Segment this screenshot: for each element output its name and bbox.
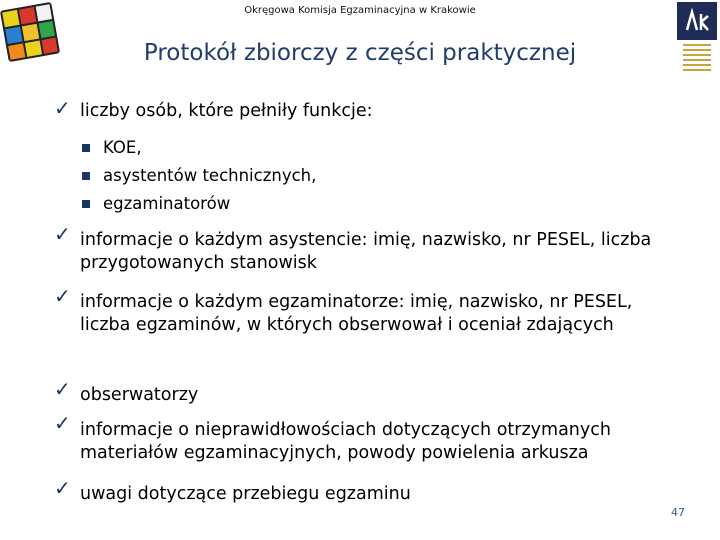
square-bullet-icon: [82, 200, 90, 208]
header-institution: Okręgowa Komisja Egzaminacyjna w Krakowie: [244, 5, 476, 16]
square-bullet-icon: [82, 172, 90, 180]
list-item: informacje o nieprawidłowościach dotyczących otrzymanych materiałów egzaminacyjnych, powody powielenia arkusza: [80, 420, 611, 463]
sub-item-koe: KOE,: [103, 138, 142, 157]
list-item: liczby osób, które pełniły funkcje:: [80, 101, 373, 121]
slide-title: Protokół zbiorczy z części praktycznej: [143, 40, 577, 66]
list-item: uwagi dotyczące przebiegu egzaminu: [80, 484, 411, 504]
checkmark-icon: ✓: [54, 476, 71, 500]
checkmark-icon: ✓: [54, 96, 71, 120]
checkmark-icon: ✓: [54, 411, 71, 435]
sub-item-asystenci: asystentów technicznych,: [103, 166, 317, 185]
page-number: 47: [671, 506, 685, 519]
checkmark-icon: ✓: [54, 222, 71, 246]
list-item: informacje o każdym egzaminatorze: imię, nazwisko, nr PESEL, liczba egzaminów, w których obserwował i oceniał zdających: [80, 292, 633, 335]
list-item: obserwatorzy: [80, 385, 199, 405]
list-item: informacje o każdym asystencie: imię, nazwisko, nr PESEL, liczba przygotowanych stanowisk: [80, 230, 652, 273]
sub-item-egzaminatorzy: egzaminatorów: [103, 194, 231, 213]
checkmark-icon: ✓: [54, 284, 71, 308]
square-bullet-icon: [82, 144, 90, 152]
checkmark-icon: ✓: [54, 377, 71, 401]
